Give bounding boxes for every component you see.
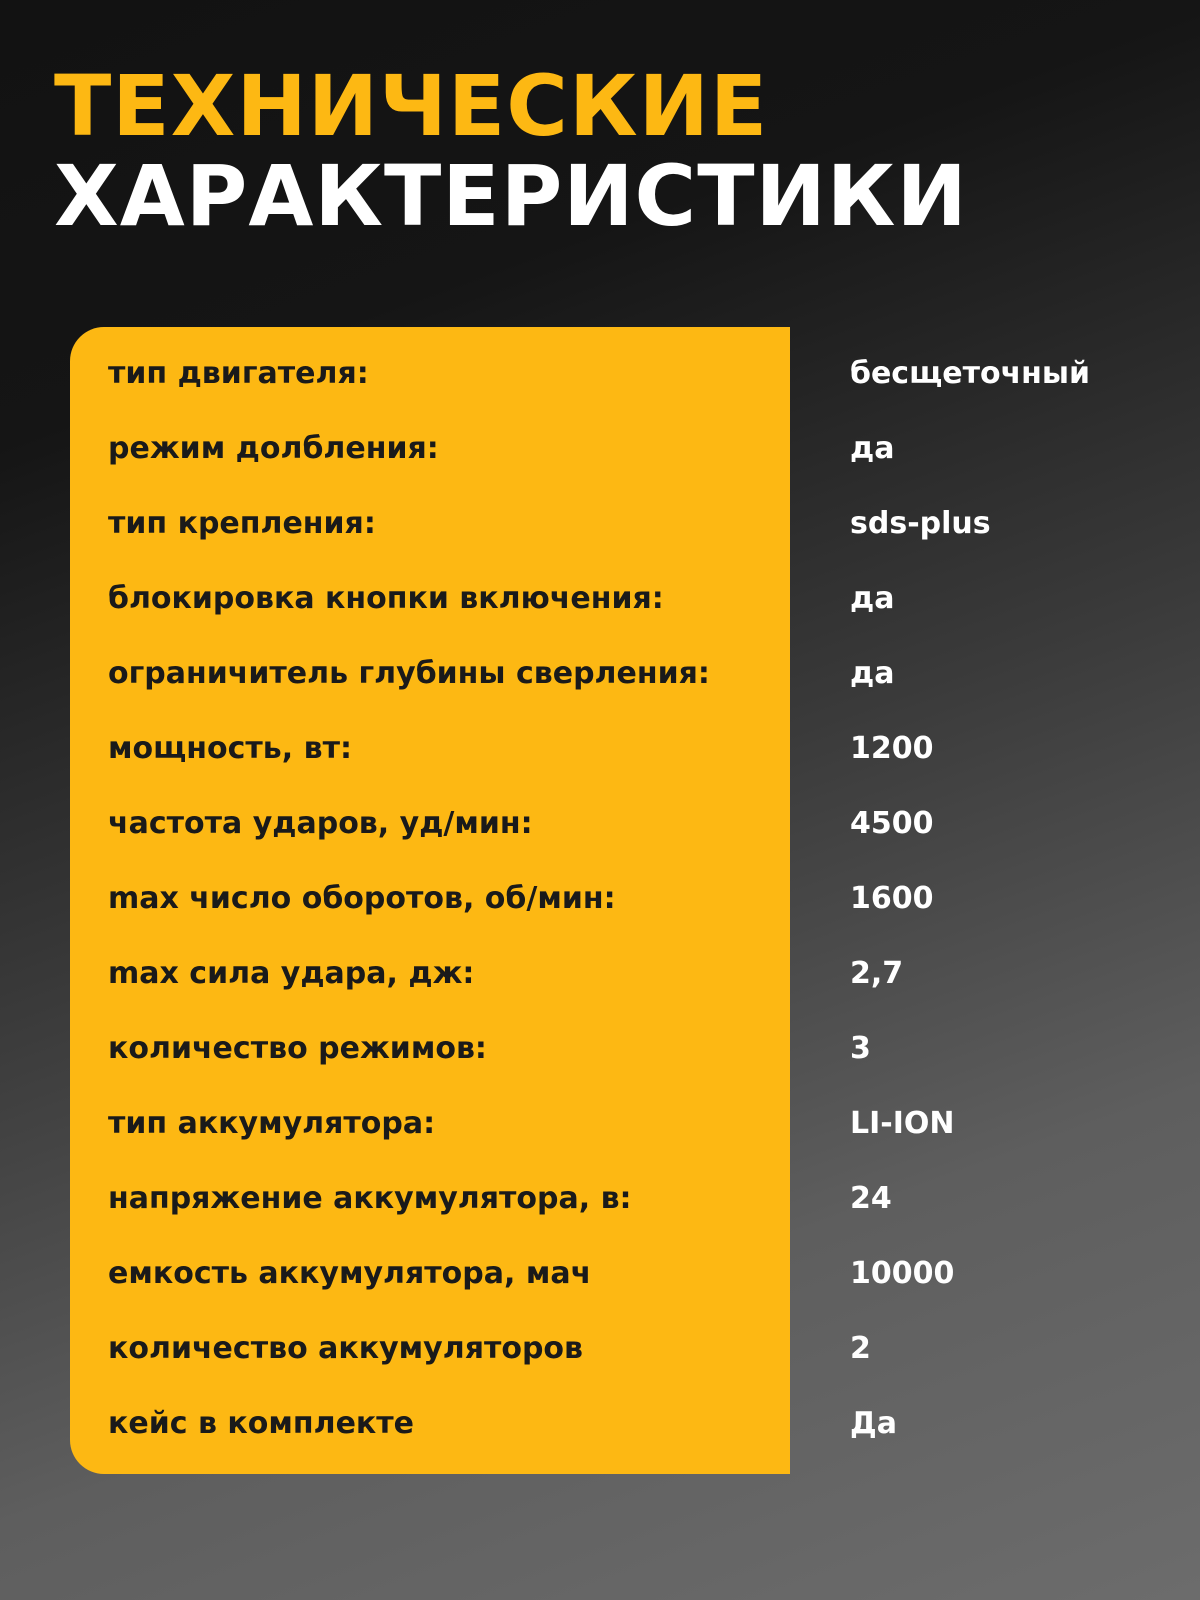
spec-label: max число оборотов, об/мин: — [108, 881, 616, 916]
spec-row-motor-type — [0, 336, 1200, 411]
spec-label: кейс в комплекте — [108, 1406, 415, 1441]
spec-value: Да — [850, 1406, 897, 1441]
spec-row-chuck-type — [0, 486, 1200, 561]
spec-list — [0, 336, 1200, 1461]
spec-value: 2,7 — [850, 956, 904, 991]
spec-value: 3 — [850, 1031, 871, 1066]
spec-row-case-included — [0, 1386, 1200, 1461]
spec-label: частота ударов, уд/мин: — [108, 806, 533, 841]
spec-row-depth-stop — [0, 636, 1200, 711]
spec-label: напряжение аккумулятора, в: — [108, 1181, 632, 1216]
spec-label: мощность, вт: — [108, 731, 352, 766]
spec-label: ограничитель глубины сверления: — [108, 656, 710, 691]
spec-label: блокировка кнопки включения: — [108, 581, 664, 616]
spec-value: LI-ION — [850, 1106, 955, 1141]
spec-row-battery-voltage — [0, 1161, 1200, 1236]
spec-row-chisel-mode — [0, 411, 1200, 486]
spec-row-max-rpm — [0, 861, 1200, 936]
spec-value: 1600 — [850, 881, 934, 916]
spec-value: да — [850, 581, 895, 616]
spec-label: режим долбления: — [108, 431, 439, 466]
spec-value: 2 — [850, 1331, 871, 1366]
spec-value: да — [850, 431, 895, 466]
spec-value: sds-plus — [850, 506, 991, 541]
spec-value: 10000 — [850, 1256, 955, 1291]
spec-row-battery-count — [0, 1311, 1200, 1386]
spec-row-power — [0, 711, 1200, 786]
spec-row-impact-energy — [0, 936, 1200, 1011]
title-line-1: ТЕХНИЧЕСКИЕ — [54, 57, 769, 155]
spec-value: 24 — [850, 1181, 892, 1216]
spec-label: количество аккумуляторов — [108, 1331, 584, 1366]
spec-row-impact-rate — [0, 786, 1200, 861]
spec-label: тип крепления: — [108, 506, 376, 541]
title-line-2: ХАРАКТЕРИСТИКИ — [54, 147, 968, 245]
spec-label: тип двигателя: — [108, 356, 369, 391]
spec-label: тип аккумулятора: — [108, 1106, 436, 1141]
spec-row-mode-count — [0, 1011, 1200, 1086]
spec-value: 1200 — [850, 731, 934, 766]
spec-label: емкость аккумулятора, мач — [108, 1256, 592, 1291]
spec-value: 4500 — [850, 806, 934, 841]
spec-value: да — [850, 656, 895, 691]
spec-label: max сила удара, дж: — [108, 956, 475, 991]
spec-label: количество режимов: — [108, 1031, 487, 1066]
spec-value: бесщеточный — [850, 356, 1091, 391]
spec-row-battery-type — [0, 1086, 1200, 1161]
spec-row-battery-capacity — [0, 1236, 1200, 1311]
spec-row-switch-lock — [0, 561, 1200, 636]
